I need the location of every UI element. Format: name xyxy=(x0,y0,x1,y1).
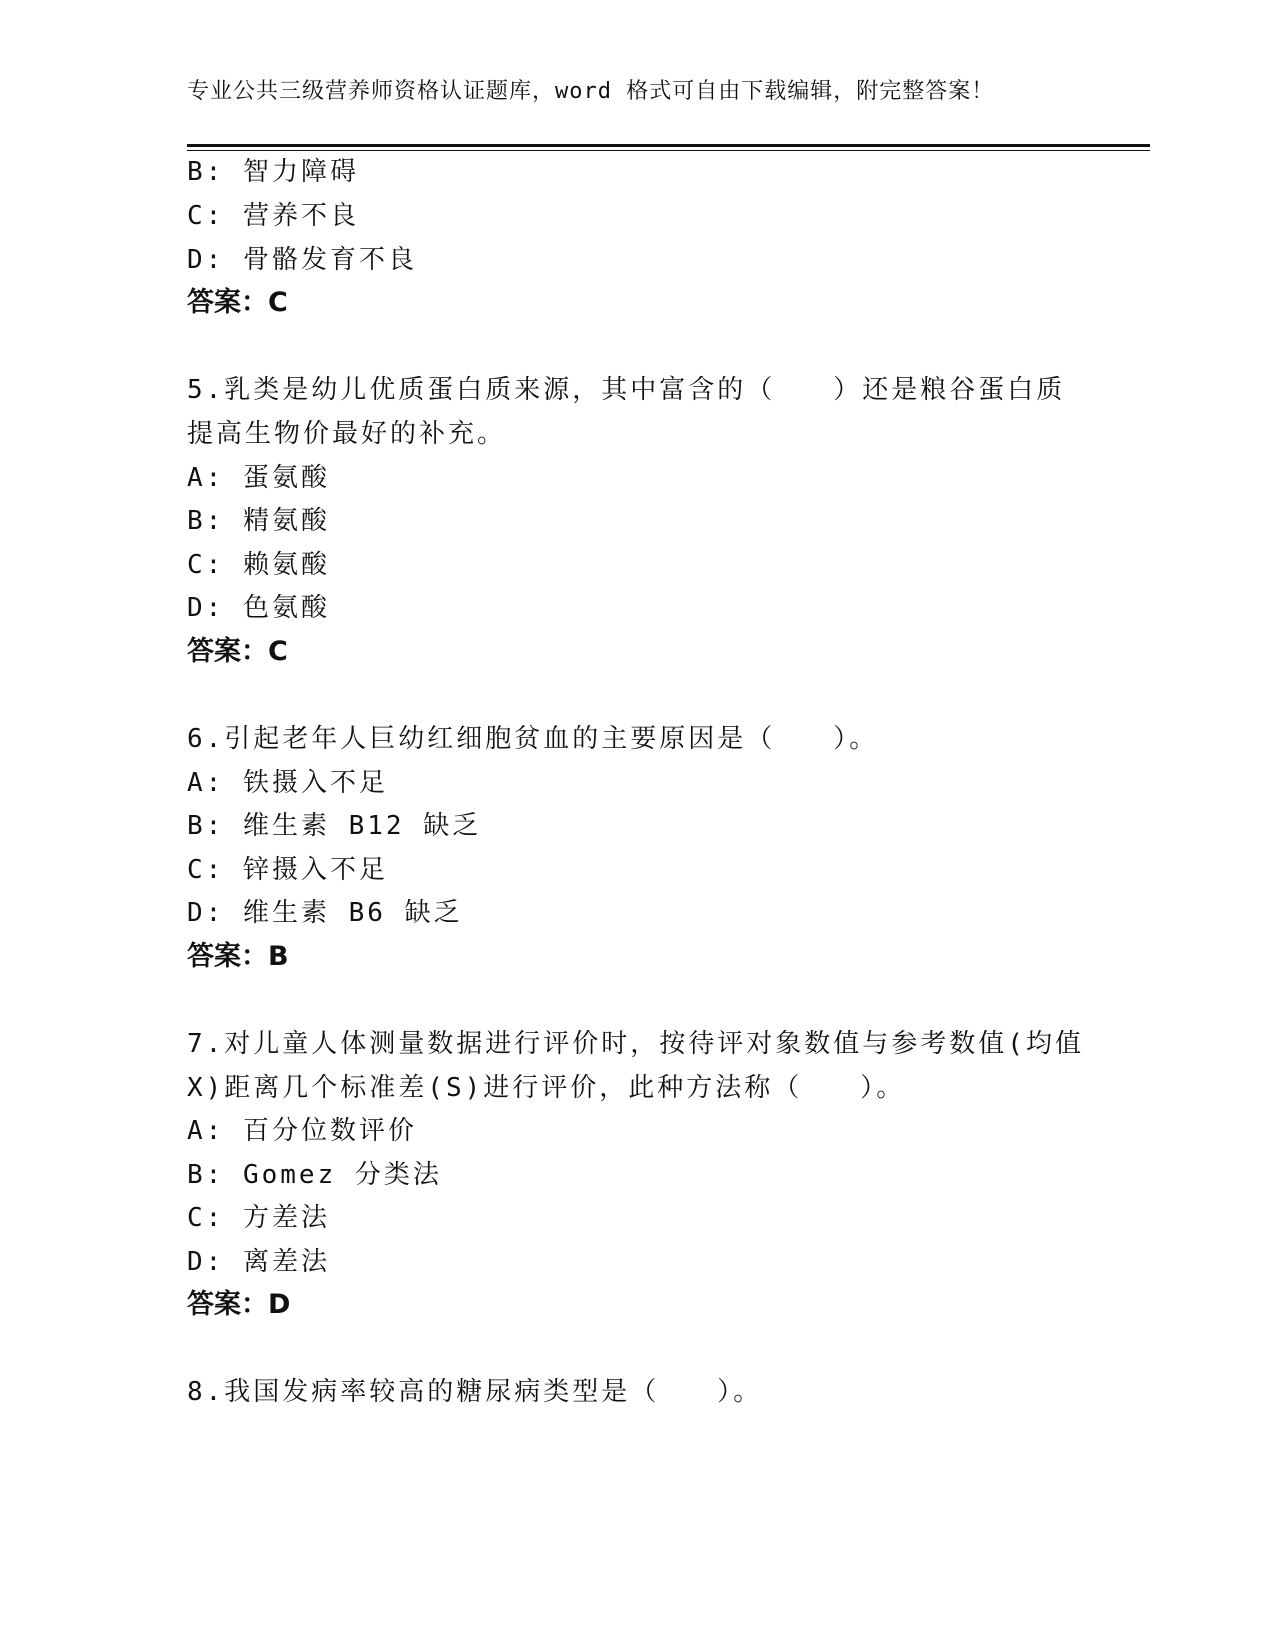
q7-option-a: A: 百分位数评价 xyxy=(187,1116,417,1146)
q5-option-a: A: 蛋氨酸 xyxy=(187,463,330,493)
q7-option-c: C: 方差法 xyxy=(187,1203,330,1233)
q7-option-d: D: 离差法 xyxy=(187,1247,330,1277)
q5-stem-line-1: 5.乳类是幼儿优质蛋白质来源，其中富含的（ ）还是粮谷蛋白质 xyxy=(187,375,1066,405)
q6-option-c: C: 锌摄入不足 xyxy=(187,855,388,885)
q6-option-b: B: 维生素 B12 缺乏 xyxy=(187,811,482,841)
q4-option-c: C: 营养不良 xyxy=(187,201,359,231)
q7-stem-line-2: X)距离几个标准差(S)进行评价，此种方法称（ ）。 xyxy=(187,1073,906,1103)
q6-option-a: A: 铁摄入不足 xyxy=(187,768,388,798)
q7-stem-line-1: 7.对儿童人体测量数据进行评价时，按待评对象数值与参考数值(均值 xyxy=(187,1029,1084,1059)
q5-answer: 答案：C xyxy=(187,636,288,667)
q5-stem-line-2: 提高生物价最好的补充。 xyxy=(187,419,507,449)
q5-option-b: B: 精氨酸 xyxy=(187,506,330,536)
q5-option-d: D: 色氨酸 xyxy=(187,593,330,623)
q7-answer: 答案：D xyxy=(187,1289,291,1320)
q8-stem-line-1: 8.我国发病率较高的糖尿病类型是（ ）。 xyxy=(187,1377,763,1407)
q4-option-d: D: 骨骼发育不良 xyxy=(187,245,417,275)
q6-answer: 答案：B xyxy=(187,941,289,972)
q4-option-b: B: 智力障碍 xyxy=(187,157,359,187)
q7-option-b: B: Gomez 分类法 xyxy=(187,1160,442,1190)
q6-stem-line-1: 6.引起老年人巨幼红细胞贫血的主要原因是（ ）。 xyxy=(187,724,879,754)
q4-answer: 答案：C xyxy=(187,287,288,318)
q5-option-c: C: 赖氨酸 xyxy=(187,550,330,580)
header-rule-thin xyxy=(187,150,1150,151)
document-header: 专业公共三级营养师资格认证题库，word 格式可自由下载编辑，附完整答案！ xyxy=(187,79,995,104)
header-rule-thick xyxy=(187,144,1150,147)
q6-option-d: D: 维生素 B6 缺乏 xyxy=(187,898,463,928)
